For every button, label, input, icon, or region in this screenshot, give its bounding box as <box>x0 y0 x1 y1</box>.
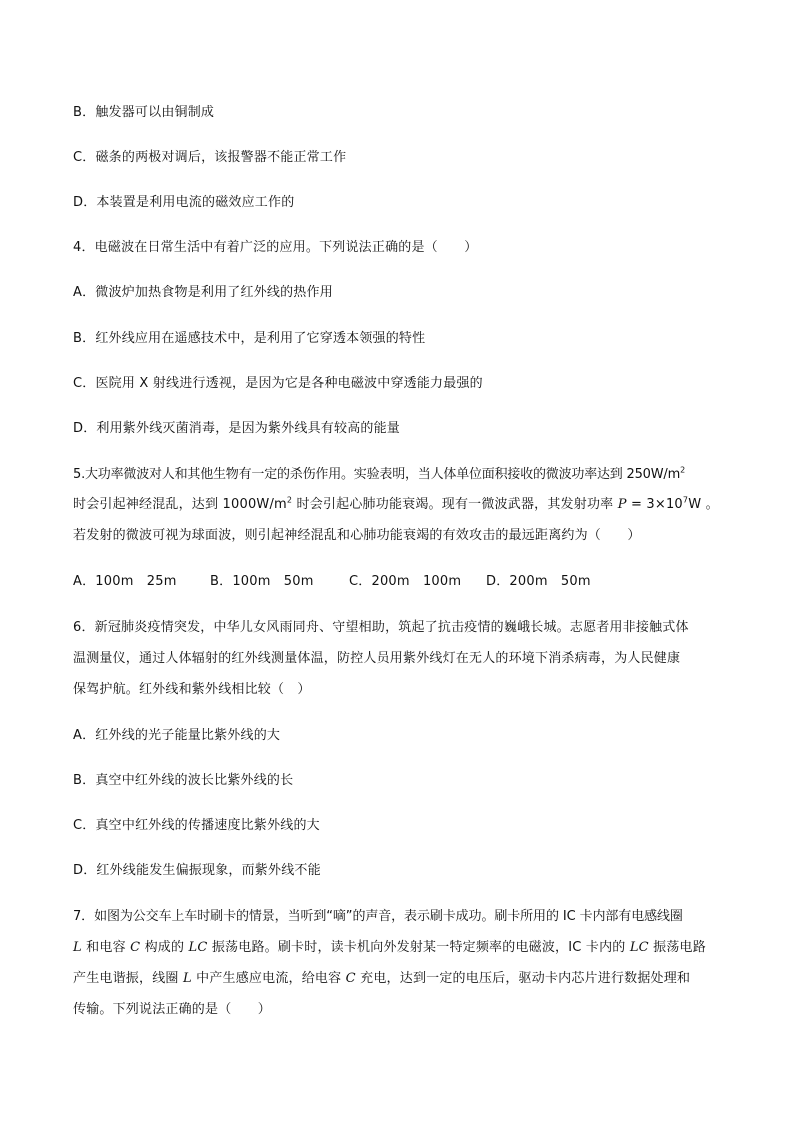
q7-stem-line-3: 产生电谐振，线圈 L 中产生感应电流，给电容 C 充电，达到一定的电压后，驱动卡内芯片进行数据处理和 <box>73 971 691 986</box>
q6-option-a: A．红外线的光子能量比紫外线的大 <box>73 728 281 743</box>
q4-option-a: A．微波炉加热食物是利用了红外线的热作用 <box>73 285 333 300</box>
q6-option-d: D．红外线能发生偏振现象，而紫外线不能 <box>73 863 321 878</box>
q7-stem-line-2: L 和电容 C 构成的 LC 振荡电路。刷卡时，读卡机向外发射某一特定频率的电磁波，IC 卡内的 LC 振荡电路 <box>73 940 706 955</box>
q4-option-c: C．医院用 X 射线进行透视，是因为它是各种电磁波中穿透能力最强的 <box>73 376 483 391</box>
q5-stem-line-2: 时会引起神经混乱，达到 $1000W/m^2$ 时会引起心肺功能衰竭。现有一微波武器，其发射功率 $P = 3\times 10^7W$ 。 <box>73 495 719 512</box>
q6-option-b: B．真空中红外线的波长比紫外线的长 <box>73 773 294 788</box>
q4-option-d: D．利用紫外线灭菌消毒，是因为紫外线具有较高的能量 <box>73 421 401 436</box>
q5-option-a: A．100m 25m <box>73 574 177 589</box>
q6-stem-line-1: 6．新冠肺炎疫情突发，中华儿女风雨同舟、守望相助，筑起了抗击疫情的巍峨长城。志愿者用非接触式体 <box>73 620 689 635</box>
q4-option-b: B．红外线应用在遥感技术中，是利用了它穿透本领强的特性 <box>73 331 426 346</box>
q5-stem-line-3: 若发射的微波可视为球面波，则引起神经混乱和心肺功能衰竭的有效攻击的最远距离约为（ ） <box>73 528 641 543</box>
q5-stem-line-1: 5.大功率微波对人和其他生物有一定的杀伤作用。实验表明，当人体单位面积接收的微波功率达到 $250W/m^2$ <box>73 465 685 482</box>
q6-stem-line-3: 保驾护航。红外线和紫外线相比较（ ） <box>73 682 311 697</box>
q3-option-c: C．磁条的两极对调后，该报警器不能正常工作 <box>73 150 347 165</box>
q5-options <box>73 574 591 590</box>
q5-option-b: B．100m 50m <box>210 574 314 589</box>
q5-option-d: D．200m 50m <box>486 574 591 589</box>
q7-stem-line-1: 7．如图为公交车上车时刷卡的情景，当听到“嘀”的声音，表示刷卡成功。刷卡所用的 IC 卡内部有电感线圈 <box>73 909 683 924</box>
q6-stem-line-2: 温测量仪，通过人体辐射的红外线测量体温，防控人员用紫外线灯在无人的环境下消杀病毒，为人民健康 <box>73 651 681 666</box>
q4-stem: 4．电磁波在日常生活中有着广泛的应用。下列说法正确的是（ ） <box>73 240 478 255</box>
q7-stem-line-4: 传输。下列说法正确的是（ ） <box>73 1002 272 1017</box>
q3-option-d: D．本装置是利用电流的磁效应工作的 <box>73 195 295 210</box>
q3-option-b: B．触发器可以由铜制成 <box>73 105 215 120</box>
q5-option-c: C．200m 100m <box>349 574 462 589</box>
q6-option-c: C．真空中红外线的传播速度比紫外线的大 <box>73 818 320 833</box>
